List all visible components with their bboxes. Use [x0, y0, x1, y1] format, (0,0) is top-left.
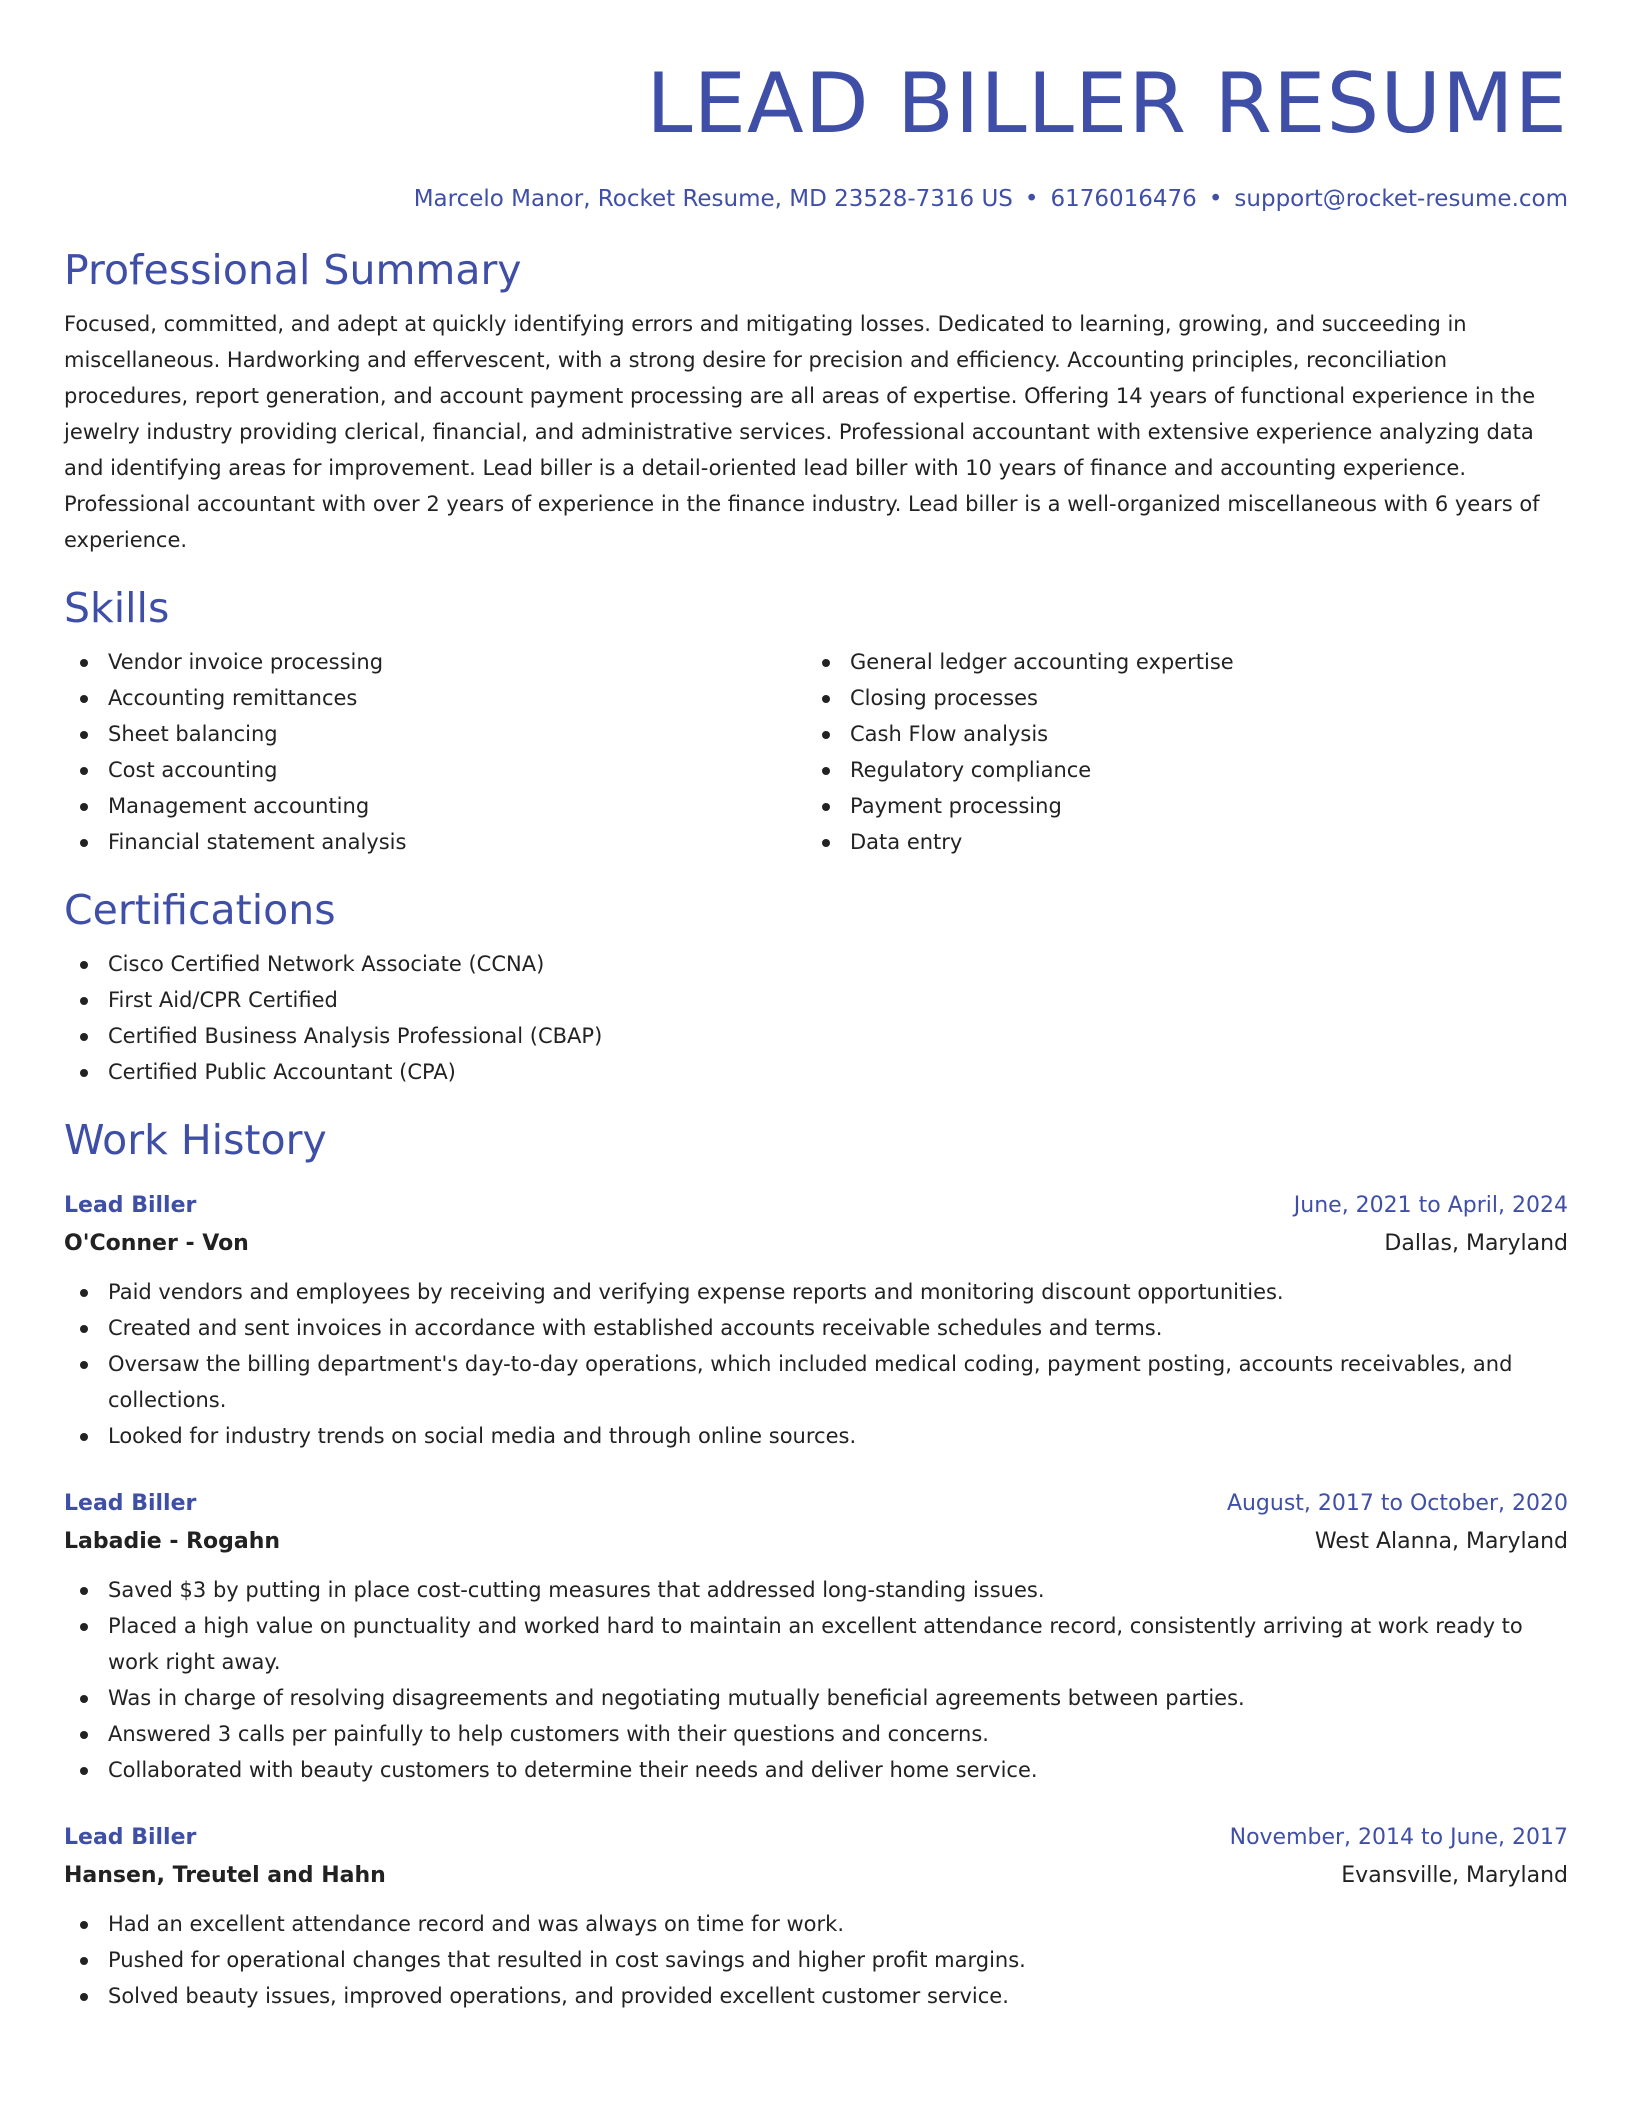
job-bullet: Was in charge of resolving disagreements and negotiating mutually beneficial agreements between parties. — [64, 1680, 1568, 1716]
skill-item: Management accounting — [64, 788, 806, 824]
resume-title: LEAD BILLER RESUME — [646, 55, 1568, 152]
resume-page — [64, 0, 1568, 2014]
work-history-heading: Work History — [64, 1116, 327, 1164]
job-bullet: Paid vendors and employees by receiving and verifying expense reports and monitoring discount opportunities. — [64, 1274, 1568, 1310]
skills-heading: Skills — [64, 584, 170, 632]
job-bullet: Solved beauty issues, improved operations, and provided excellent customer service. — [64, 1978, 1568, 2014]
skill-item: Accounting remittances — [64, 680, 806, 716]
job-entry — [64, 1486, 1568, 1788]
job-bullet: Created and sent invoices in accordance with established accounts receivable schedules and terms. — [64, 1310, 1568, 1346]
contact-separator: • — [1024, 186, 1039, 212]
job-bullet: Placed a high value on punctuality and worked hard to maintain an excellent attendance record, consistently arriving at work ready to work right away. — [64, 1608, 1568, 1680]
skill-item: Cost accounting — [64, 752, 806, 788]
skill-item: Data entry — [806, 824, 1548, 860]
skill-item: Payment processing — [806, 788, 1548, 824]
job-bullet: Answered 3 calls per painfully to help customers with their questions and concerns. — [64, 1716, 1568, 1752]
job-dates: November, 2014 to June, 2017 — [1229, 1825, 1568, 1850]
skills-column-left — [64, 644, 806, 860]
job-dates: June, 2021 to April, 2024 — [1293, 1193, 1568, 1218]
job-header — [64, 1188, 1568, 1224]
job-dates: August, 2017 to October, 2020 — [1226, 1491, 1568, 1516]
job-bullet: Collaborated with beauty customers to determine their needs and deliver home service. — [64, 1752, 1568, 1788]
skill-item: Closing processes — [806, 680, 1548, 716]
contact-email: support@rocket-resume.com — [1234, 186, 1568, 212]
skills-list — [64, 644, 1568, 860]
job-bullets — [64, 1274, 1568, 1454]
job-title: Lead Biller — [64, 1491, 197, 1516]
certification-item: Certified Business Analysis Professional (CBAP) — [64, 1018, 1568, 1054]
contact-separator: • — [1208, 186, 1223, 212]
job-subheader — [64, 1224, 1568, 1264]
skill-item: Financial statement analysis — [64, 824, 806, 860]
job-bullet: Oversaw the billing department's day-to-day operations, which included medical coding, payment posting, accounts receivables, and collections. — [64, 1346, 1568, 1418]
certifications-heading: Certifications — [64, 886, 336, 934]
skill-item: Sheet balancing — [64, 716, 806, 752]
skill-item: Cash Flow analysis — [806, 716, 1548, 752]
job-company: Hansen, Treutel and Hahn — [64, 1863, 386, 1888]
job-subheader — [64, 1522, 1568, 1562]
job-title: Lead Biller — [64, 1825, 197, 1850]
skills-column-right — [806, 644, 1548, 860]
skill-item: Vendor invoice processing — [64, 644, 806, 680]
job-bullet: Pushed for operational changes that resulted in cost savings and higher profit margins. — [64, 1942, 1568, 1978]
job-bullet: Saved $3 by putting in place cost-cutting measures that addressed long-standing issues. — [64, 1572, 1568, 1608]
certification-item: Certified Public Accountant (CPA) — [64, 1054, 1568, 1090]
job-bullet: Had an excellent attendance record and was always on time for work. — [64, 1906, 1568, 1942]
summary-heading: Professional Summary — [64, 246, 522, 294]
job-location: West Alanna, Maryland — [1314, 1529, 1568, 1554]
job-company: O'Conner - Von — [64, 1231, 249, 1256]
job-company: Labadie - Rogahn — [64, 1529, 281, 1554]
job-subheader — [64, 1856, 1568, 1896]
contact-address: Marcelo Manor, Rocket Resume, MD 23528-7316 US — [413, 186, 1013, 212]
job-header — [64, 1820, 1568, 1856]
job-bullet: Looked for industry trends on social media and through online sources. — [64, 1418, 1568, 1454]
job-header — [64, 1486, 1568, 1522]
job-bullets — [64, 1906, 1568, 2014]
certification-item: Cisco Certified Network Associate (CCNA) — [64, 946, 1568, 982]
skill-item: General ledger accounting expertise — [806, 644, 1548, 680]
job-title: Lead Biller — [64, 1193, 197, 1218]
job-entry — [64, 1820, 1568, 2014]
skill-item: Regulatory compliance — [806, 752, 1548, 788]
contact-phone: 6176016476 — [1050, 186, 1197, 212]
job-entry — [64, 1188, 1568, 1454]
contact-line — [64, 182, 1568, 216]
certifications-list — [64, 946, 1568, 1090]
job-location: Evansville, Maryland — [1341, 1863, 1568, 1888]
summary-text: Focused, committed, and adept at quickly identifying errors and mitigating losses. Dedicated to learning, growing, and succeeding in miscellaneous. Hardworking and effervescent, with a strong desire for precision and efficiency. Accounting principles, reconciliation procedures, report generation, and account payment processing are all areas of expertise. Offering 14 years of functional experience in the jewelry industry providing clerical, financial, and administrative services. Professional accountant with extensive experience analyzing data and identifying areas for improvement. Lead biller is a detail-oriented lead biller with 10 years of finance and accounting experience. Professional accountant with over 2 years of experience in the finance industry. Lead biller is a well-organized miscellaneous with 6 years of experience. — [64, 312, 1540, 552]
certification-item: First Aid/CPR Certified — [64, 982, 1568, 1018]
job-location: Dallas, Maryland — [1384, 1231, 1568, 1256]
job-bullets — [64, 1572, 1568, 1788]
